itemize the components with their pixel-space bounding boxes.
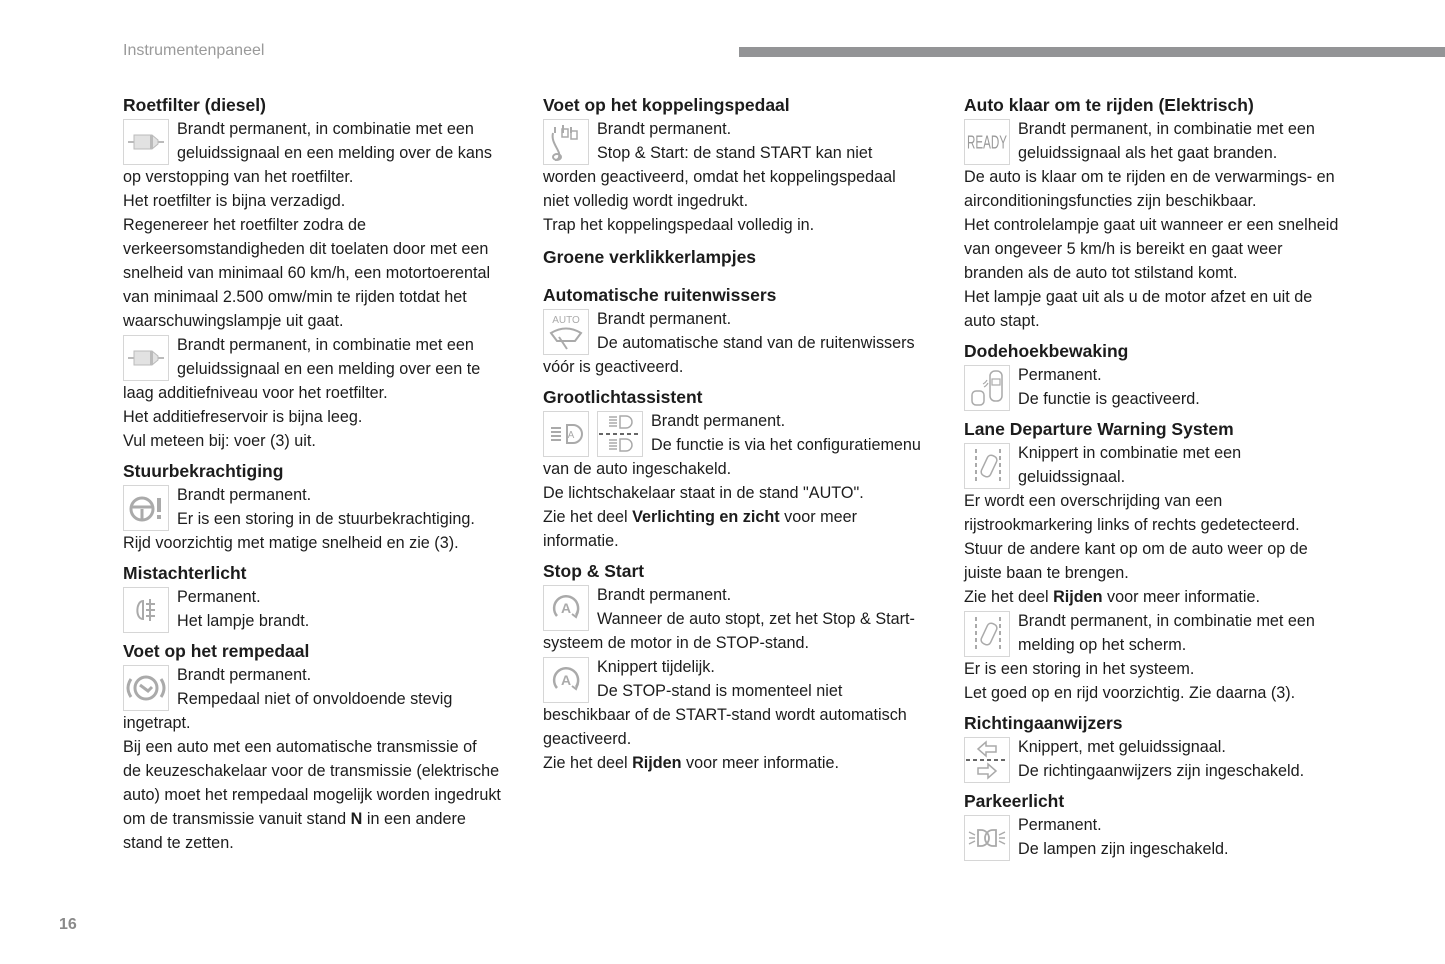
svg-text:A: A <box>567 430 575 441</box>
svg-text:A: A <box>560 600 572 616</box>
text-line: De auto is klaar om te rijden en de verwarmings- en <box>964 168 1335 186</box>
text-line: van de auto ingeschakeld. <box>543 460 732 478</box>
cross-reference: Verlichting en zicht <box>632 508 780 526</box>
text-line: geluidssignaal. <box>1018 468 1126 486</box>
entry-ldws-2 <box>964 609 1364 705</box>
text-line: Knippert tijdelijk. <box>597 658 715 676</box>
text-line: beschikbaar of de START-stand wordt automatisch <box>543 706 907 724</box>
text-line: geluidssignaal als het gaat branden. <box>1018 144 1278 162</box>
column-3 <box>964 93 1364 861</box>
entry-grootlichtassistent <box>543 409 943 553</box>
parking-light-icon <box>964 815 1010 861</box>
text-line: Er wordt een overschrijding van een <box>964 492 1223 510</box>
bold-text: N <box>350 810 363 828</box>
text-line: auto) moet het rempedaal mogelijk worden ingedrukt <box>123 786 501 804</box>
text-line: rijstrookmarkering links of rechts gedetecteerd. <box>964 516 1300 534</box>
text-line: ingetrapt. <box>123 714 191 732</box>
text-line: De functie is geactiveerd. <box>1018 390 1200 408</box>
stop-start-icon <box>543 585 589 631</box>
text-line: Regenereer het roetfilter zodra de <box>123 216 366 234</box>
text-line: Het lampje gaat uit als u de motor afzet en uit de <box>964 288 1313 306</box>
text-line: De lichtschakelaar staat in de stand "AUTO". <box>543 484 864 502</box>
text-line: Trap het koppelingspedaal volledig in. <box>543 216 815 234</box>
text-line: Brandt permanent. <box>597 310 732 328</box>
text-line: Brandt permanent. <box>177 666 312 684</box>
section-title-roetfilter: Roetfilter (diesel) <box>123 95 266 115</box>
text-line: auto stapt. <box>964 312 1040 330</box>
text-line: Brandt permanent. <box>597 586 732 604</box>
text-span: voor meer informatie. <box>681 754 839 772</box>
svg-text:A: A <box>560 672 572 688</box>
text-line: informatie. <box>543 532 619 550</box>
text-line: Het additiefreservoir is bijna leeg. <box>123 408 363 426</box>
text-line: Stop & Start: de stand START kan niet <box>597 144 873 162</box>
text-line: Brandt permanent. <box>651 412 786 430</box>
text-line: Vul meteen bij: voer (3) uit. <box>123 432 316 450</box>
entry-ready <box>964 117 1364 333</box>
text-line: Brandt permanent, in combinatie met een <box>1018 120 1315 138</box>
text-span: in een andere <box>362 810 466 828</box>
entry-ldws-1 <box>964 441 1364 609</box>
text-line <box>543 751 943 775</box>
text-line: Stuur de andere kant op om de auto weer op de <box>964 540 1308 558</box>
text-line: waarschuwingslampje uit gaat. <box>123 312 344 330</box>
text-line: laag additiefniveau voor het roetfilter. <box>123 384 388 402</box>
text-line: geluidssignaal en een melding over de kans <box>177 144 492 162</box>
text-line: snelheid van minimaal 60 km/h, een motortoerental <box>123 264 491 282</box>
group-title-groene: Groene verklikkerlampjes <box>543 247 757 267</box>
text-line: Brandt permanent. <box>597 120 732 138</box>
section-title-ldws: Lane Departure Warning System <box>964 419 1234 439</box>
brake-pedal-icon <box>123 665 169 711</box>
text-line: juiste baan te brengen. <box>964 564 1129 582</box>
text-span: Zie het deel <box>543 754 633 772</box>
text-line: stand te zetten. <box>123 834 234 852</box>
page-number: 16 <box>59 916 77 933</box>
stop-start-icon <box>543 657 589 703</box>
blind-spot-icon <box>964 365 1010 411</box>
text-line: Brandt permanent. <box>177 486 312 504</box>
lane-departure-icon <box>964 443 1010 489</box>
cross-reference: Rijden <box>1053 588 1103 606</box>
icon-label: AUTO <box>552 315 580 326</box>
entry-stuurbekrachtiging <box>123 483 523 555</box>
text-line: branden als de auto tot stilstand komt. <box>964 264 1238 282</box>
text-line: verkeersomstandigheden dit toelaten door met een <box>123 240 489 258</box>
section-title-parkeerlicht: Parkeerlicht <box>964 791 1065 811</box>
text-line: geactiveerd. <box>543 730 632 748</box>
entry-roetfilter-1 <box>123 117 523 333</box>
text-line: Knippert in combinatie met een <box>1018 444 1242 462</box>
entry-koppelingspedaal <box>543 117 943 237</box>
section-title-rempedaal: Voet op het rempedaal <box>123 641 310 661</box>
text-line: Permanent. <box>177 588 261 606</box>
text-line <box>123 807 523 831</box>
text-line: De richtingaanwijzers zijn ingeschakeld. <box>1018 762 1305 780</box>
entry-richting <box>964 735 1364 783</box>
text-line: Het roetfilter is bijna verzadigd. <box>123 192 346 210</box>
particle-filter-icon <box>123 335 169 381</box>
entry-stop-start-1 <box>543 583 943 655</box>
text-line: van ongeveer 5 km/h is bereikt en gaat weer <box>964 240 1283 258</box>
entry-dodehoek <box>964 363 1364 411</box>
clutch-pedal-icon <box>543 119 589 165</box>
cross-reference: Rijden <box>632 754 682 772</box>
text-line: Er is een storing in de stuurbekrachtiging. <box>177 510 475 528</box>
entry-stop-start-2 <box>543 655 943 775</box>
steering-warning-icon <box>123 485 169 531</box>
section-title-grootlichtassistent: Grootlichtassistent <box>543 387 703 407</box>
particle-filter-icon <box>123 119 169 165</box>
text-line: De STOP-stand is momenteel niet <box>597 682 843 700</box>
text-line: systeem de motor in de STOP-stand. <box>543 634 810 652</box>
entry-ruitenwissers <box>543 307 943 379</box>
text-line: Knippert, met geluidssignaal. <box>1018 738 1226 756</box>
section-title-ruitenwissers: Automatische ruitenwissers <box>543 285 777 305</box>
section-title-stop-start: Stop & Start <box>543 561 645 581</box>
text-line: Rijd voorzichtig met matige snelheid en zie (3). <box>123 534 459 552</box>
text-line: De automatische stand van de ruitenwissers <box>597 334 915 352</box>
section-title-dodehoek: Dodehoekbewaking <box>964 341 1129 361</box>
text-span: om de transmissie vanuit stand <box>123 810 351 828</box>
text-line: Rempedaal niet of onvoldoende stevig <box>177 690 453 708</box>
text-line: Wanneer de auto stopt, zet het Stop & Start- <box>597 610 915 628</box>
section-title-mistachterlicht: Mistachterlicht <box>123 563 247 583</box>
icon-label: READY <box>967 131 1007 153</box>
section-title-koppelingspedaal: Voet op het koppelingspedaal <box>543 95 790 115</box>
running-header-title: Instrumentenpaneel <box>123 42 265 59</box>
high-low-beam-icon <box>597 411 643 457</box>
entry-mistachterlicht <box>123 585 523 633</box>
text-line: worden geactiveerd, omdat het koppelingspedaal <box>543 168 896 186</box>
text-line: De functie is via het configuratiemenu <box>651 436 921 454</box>
text-line: De lampen zijn ingeschakeld. <box>1018 840 1229 858</box>
text-line: van minimaal 2.500 omw/min te rijden totdat het <box>123 288 467 306</box>
text-line: Bij een auto met een automatische transmissie of <box>123 738 477 756</box>
text-line: Brandt permanent, in combinatie met een <box>1018 612 1315 630</box>
section-title-richting: Richtingaanwijzers <box>964 713 1123 733</box>
text-line: Brandt permanent, in combinatie met een <box>177 120 474 138</box>
lane-departure-icon <box>964 611 1010 657</box>
icon-pair <box>543 409 643 457</box>
section-title-ready: Auto klaar om te rijden (Elektrisch) <box>964 95 1254 115</box>
text-span: Zie het deel <box>543 508 633 526</box>
entry-rempedaal <box>123 663 523 855</box>
entry-roetfilter-2 <box>123 333 523 453</box>
text-line <box>964 585 1364 609</box>
text-line: op verstopping van het roetfilter. <box>123 168 354 186</box>
column-2 <box>543 93 943 775</box>
text-span: voor meer <box>779 508 857 526</box>
text-line: airconditioningsfuncties zijn beschikbaar. <box>964 192 1257 210</box>
text-line <box>543 505 943 529</box>
rear-fog-light-icon <box>123 587 169 633</box>
text-line: Het controlelampje gaat uit wanneer er een snelheid <box>964 216 1339 234</box>
text-line: Brandt permanent, in combinatie met een <box>177 336 474 354</box>
text-line: geluidssignaal en een melding over een te <box>177 360 481 378</box>
text-line: Permanent. <box>1018 816 1102 834</box>
ready-icon <box>964 119 1010 165</box>
text-line: vóór is geactiveerd. <box>543 358 684 376</box>
section-title-stuurbekrachtiging: Stuurbekrachtiging <box>123 461 284 481</box>
text-line: de keuzeschakelaar voor de transmissie (elektrische <box>123 762 500 780</box>
auto-wiper-icon <box>543 309 589 355</box>
column-1 <box>123 93 523 855</box>
text-span: voor meer informatie. <box>1102 588 1260 606</box>
text-line: Het lampje brandt. <box>177 612 310 630</box>
entry-parkeerlicht <box>964 813 1364 861</box>
auto-high-beam-icon <box>543 411 589 457</box>
text-line: Er is een storing in het systeem. <box>964 660 1195 678</box>
text-line: niet volledig wordt ingedrukt. <box>543 192 749 210</box>
turn-signal-icon <box>964 737 1010 783</box>
text-span: Zie het deel <box>964 588 1054 606</box>
text-line: Let goed op en rijd voorzichtig. Zie daarna (3). <box>964 684 1296 702</box>
text-line: melding op het scherm. <box>1018 636 1187 654</box>
header-bar <box>739 47 1445 57</box>
text-line: Permanent. <box>1018 366 1102 384</box>
